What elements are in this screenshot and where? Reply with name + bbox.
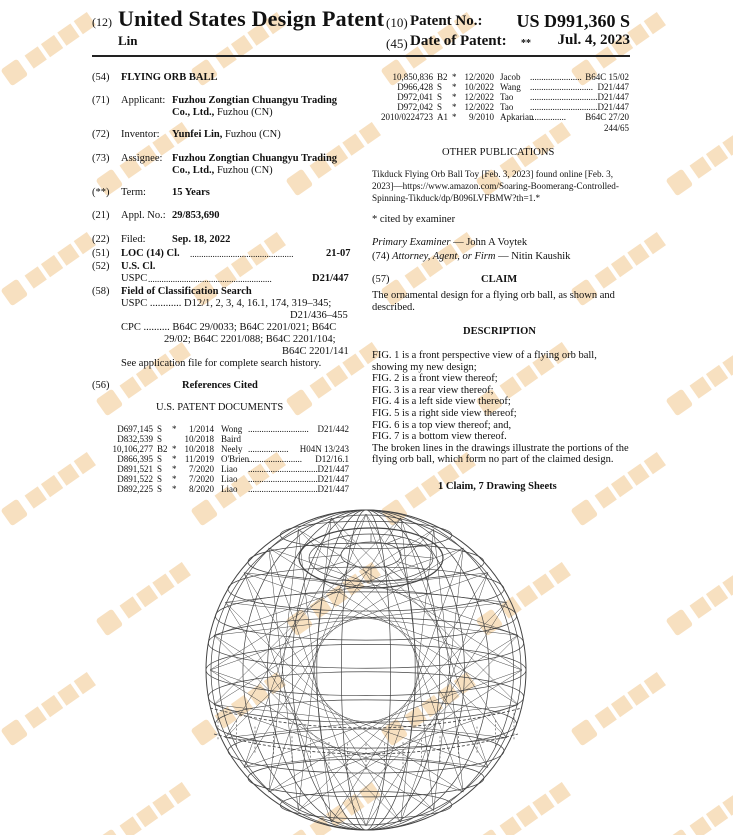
uspc-label: USPC bbox=[121, 273, 148, 284]
us-cl-label: U.S. Cl. bbox=[121, 261, 156, 272]
field-search-note: See application file for complete search history. bbox=[121, 358, 322, 369]
date-of-patent-label: Date of Patent: bbox=[410, 33, 507, 49]
references-cited-heading: References Cited bbox=[182, 380, 258, 391]
reference-name: Tao bbox=[500, 102, 514, 112]
reference-number: 10,850,836 bbox=[392, 72, 433, 82]
loc-dots: .............................................. bbox=[190, 249, 294, 259]
reference-date: 12/2022 bbox=[464, 102, 494, 112]
reference-star: * bbox=[172, 464, 177, 474]
reference-date: 12/2022 bbox=[464, 92, 494, 102]
applicant-name: Fuzhou Zongtian Chuangyu Trading bbox=[172, 95, 338, 106]
inventor-label: Inventor: bbox=[121, 129, 160, 140]
uspc-dots: ....................................................... bbox=[148, 274, 272, 284]
other-pub-line2: 2023]—https://www.amazon.com/Soaring-Boomerang-Controlled- bbox=[372, 181, 619, 191]
reference-dots: .............................. bbox=[530, 102, 598, 112]
reference-star: * bbox=[172, 444, 177, 454]
filed-label: Filed: bbox=[121, 234, 146, 245]
reference-kind: S bbox=[157, 434, 163, 444]
reference-date: 9/2010 bbox=[468, 112, 494, 122]
reference-name: O'Brien bbox=[221, 454, 250, 464]
reference-date: 8/2020 bbox=[188, 484, 214, 494]
reference-name: Liao bbox=[221, 474, 238, 484]
reference-class: D21/447 bbox=[317, 464, 349, 474]
reference-dots: ............................... bbox=[248, 474, 318, 484]
reference-class: D21/442 bbox=[317, 424, 349, 434]
document-type-title: United States Design Patent bbox=[118, 6, 385, 31]
reference-star: * bbox=[452, 92, 457, 102]
code-10: (10) bbox=[386, 15, 408, 30]
reference-dots: ....................... bbox=[530, 72, 582, 82]
reference-star: * bbox=[452, 112, 457, 122]
reference-name: Liao bbox=[221, 464, 238, 474]
reference-continuation: 244/65 bbox=[604, 123, 630, 133]
description-line: FIG. 5 is a right side view thereof; bbox=[372, 408, 517, 419]
field-search-label: Field of Classification Search bbox=[121, 286, 252, 297]
claims-sheets-summary: 1 Claim, 7 Drawing Sheets bbox=[438, 481, 557, 492]
reference-name: Tao bbox=[500, 92, 514, 102]
header-rule bbox=[92, 55, 630, 57]
code-72: (72) bbox=[92, 129, 110, 140]
primary-examiner: Primary Examiner — John A Voytek bbox=[372, 237, 528, 248]
reference-class: B64C 27/20 bbox=[585, 112, 629, 122]
term-stars: ** bbox=[521, 38, 531, 49]
reference-kind: S bbox=[157, 464, 163, 474]
description-heading: DESCRIPTION bbox=[463, 326, 536, 337]
reference-name: Apkarian bbox=[500, 112, 534, 122]
reference-class: H04N 13/243 bbox=[299, 444, 349, 454]
reference-star: * bbox=[452, 102, 457, 112]
claim-line1: The ornamental design for a flying orb ball, as shown and bbox=[372, 290, 615, 301]
field-cpc-line2: 29/02; B64C 2201/088; B64C 2201/104; bbox=[164, 334, 336, 345]
reference-star: * bbox=[452, 72, 457, 82]
applicant-label: Applicant: bbox=[121, 95, 166, 106]
assignee-label: Assignee: bbox=[121, 153, 163, 164]
reference-dots: ................ bbox=[530, 112, 566, 122]
loc-label: LOC (14) Cl. bbox=[121, 248, 180, 259]
assignee-location: Co., Ltd., Fuzhou (CN) bbox=[172, 165, 273, 176]
description-line: The broken lines in the drawings illustrate the portions of the bbox=[372, 442, 629, 454]
reference-name: Baird bbox=[221, 434, 241, 444]
reference-star: * bbox=[172, 484, 177, 494]
applicant-location: Co., Ltd., Fuzhou (CN) bbox=[172, 107, 273, 118]
loc-value: 21-07 bbox=[326, 248, 351, 259]
code-51: (51) bbox=[92, 248, 110, 259]
reference-kind: S bbox=[157, 474, 163, 484]
reference-kind: B2 bbox=[437, 72, 448, 82]
reference-class: D21/447 bbox=[317, 484, 349, 494]
reference-date: 10/2018 bbox=[184, 434, 214, 444]
date-of-patent: Jul. 4, 2023 bbox=[557, 32, 630, 48]
reference-date: 10/2022 bbox=[464, 82, 494, 92]
field-cpc-line1: CPC .......... B64C 29/0033; B64C 2201/021; B64C bbox=[121, 322, 337, 333]
reference-dots: ........................... bbox=[248, 424, 309, 434]
reference-star: * bbox=[172, 424, 177, 434]
reference-number: D697,145 bbox=[117, 424, 153, 434]
reference-dots: .............................. bbox=[530, 92, 598, 102]
reference-number: D832,539 bbox=[117, 434, 153, 444]
inventor-name: Yunfei Lin, Fuzhou (CN) bbox=[172, 129, 281, 140]
code-term: (**) bbox=[92, 187, 110, 198]
reference-date: 10/2018 bbox=[184, 444, 214, 454]
reference-class: D21/447 bbox=[317, 474, 349, 484]
reference-kind: S bbox=[437, 102, 443, 112]
reference-name: Wang bbox=[500, 82, 521, 92]
reference-number: D966,428 bbox=[397, 82, 433, 92]
reference-star: * bbox=[172, 474, 177, 484]
term-label: Term: bbox=[121, 187, 146, 198]
other-publications-heading: OTHER PUBLICATIONS bbox=[442, 147, 555, 158]
reference-number: D891,521 bbox=[117, 464, 153, 474]
us-patent-documents-heading: U.S. PATENT DOCUMENTS bbox=[156, 402, 284, 413]
reference-kind: S bbox=[157, 484, 163, 494]
description-line: FIG. 6 is a top view thereof; and, bbox=[372, 419, 512, 431]
code-45: (45) bbox=[386, 36, 408, 51]
reference-star: * bbox=[452, 82, 457, 92]
patent-number: US D991,360 S bbox=[516, 11, 630, 31]
field-cpc-line3: B64C 2201/141 bbox=[282, 346, 349, 357]
reference-name: Neely bbox=[221, 444, 243, 454]
field-uspc-line1: USPC ............ D12/1, 2, 3, 4, 16.1, 174, 319–345; bbox=[121, 298, 332, 309]
reference-number: D866,395 bbox=[117, 454, 153, 464]
reference-dots: ............................... bbox=[248, 484, 318, 494]
description-line: FIG. 2 is a front view thereof; bbox=[372, 373, 498, 385]
reference-number: 10,106,277 bbox=[112, 444, 153, 454]
code-58: (58) bbox=[92, 286, 110, 297]
description-line: flying orb ball, which form no part of the claimed design. bbox=[372, 454, 614, 466]
reference-dots: ............................... bbox=[248, 464, 318, 474]
reference-name: Liao bbox=[221, 484, 238, 494]
reference-class: D21/447 bbox=[597, 92, 629, 102]
patent-no-label: Patent No.: bbox=[410, 13, 483, 29]
code-52: (52) bbox=[92, 261, 110, 272]
code-56: (56) bbox=[92, 380, 110, 391]
claim-line2: described. bbox=[372, 302, 415, 313]
reference-kind: S bbox=[157, 424, 163, 434]
reference-class: D12/16.1 bbox=[315, 454, 349, 464]
design-title: FLYING ORB BALL bbox=[121, 72, 218, 83]
other-pub-line3: Spinning-Tikduck/dp/B096LVFBMW?th=1.* bbox=[372, 193, 541, 203]
uspc-value: D21/447 bbox=[312, 273, 349, 284]
reference-number: 2010/0224723 bbox=[380, 112, 433, 122]
reference-date: 11/2019 bbox=[184, 454, 214, 464]
reference-star: * bbox=[172, 454, 177, 464]
reference-kind: B2 bbox=[157, 444, 168, 454]
reference-kind: A1 bbox=[437, 112, 448, 122]
code-71: (71) bbox=[92, 95, 110, 106]
term-value: 15 Years bbox=[172, 187, 210, 198]
reference-number: D972,042 bbox=[397, 102, 433, 112]
other-pub-line1: Tikduck Flying Orb Ball Toy [Feb. 3, 2023] found online [Feb. 3, bbox=[372, 169, 614, 179]
attorney: (74) Attorney, Agent, or Firm — Nitin Kaushik bbox=[372, 251, 571, 262]
inventor-short-name: Lin bbox=[118, 33, 138, 48]
code-57: (57) bbox=[372, 274, 390, 285]
reference-date: 7/2020 bbox=[188, 464, 214, 474]
flying-orb-ball-drawing bbox=[201, 495, 531, 835]
reference-name: Jacob bbox=[500, 72, 521, 82]
appl-no-value: 29/853,690 bbox=[172, 210, 220, 221]
assignee-name: Fuzhou Zongtian Chuangyu Trading bbox=[172, 153, 338, 164]
reference-class: D21/447 bbox=[597, 82, 629, 92]
description-line: showing my new design; bbox=[372, 361, 477, 373]
reference-dots: ........................ bbox=[248, 454, 302, 464]
reference-date: 7/2020 bbox=[188, 474, 214, 484]
reference-kind: S bbox=[437, 82, 443, 92]
reference-kind: S bbox=[157, 454, 163, 464]
field-uspc-line2: D21/436–455 bbox=[290, 310, 348, 321]
reference-date: 1/2014 bbox=[188, 424, 214, 434]
description-line: FIG. 1 is a front perspective view of a flying orb ball, bbox=[372, 350, 597, 361]
reference-number: D892,225 bbox=[117, 484, 153, 494]
code-12: (12) bbox=[92, 15, 112, 29]
code-54: (54) bbox=[92, 72, 110, 83]
reference-dots: .................. bbox=[248, 444, 289, 454]
cited-by-examiner-note: * cited by examiner bbox=[372, 214, 456, 225]
reference-kind: S bbox=[437, 92, 443, 102]
appl-no-label: Appl. No.: bbox=[121, 210, 166, 221]
code-73: (73) bbox=[92, 153, 110, 164]
reference-dots: ............................ bbox=[530, 82, 593, 92]
reference-number: D972,041 bbox=[397, 92, 433, 102]
description-line: FIG. 4 is a left side view thereof; bbox=[372, 396, 511, 408]
description-line: FIG. 7 is a bottom view thereof. bbox=[372, 431, 507, 443]
reference-name: Wong bbox=[221, 424, 243, 434]
reference-number: D891,522 bbox=[117, 474, 153, 484]
filed-date: Sep. 18, 2022 bbox=[172, 234, 231, 245]
claim-heading: CLAIM bbox=[481, 274, 518, 285]
reference-class: D21/447 bbox=[597, 102, 629, 112]
description-line: FIG. 3 is a rear view thereof; bbox=[372, 384, 494, 396]
code-21: (21) bbox=[92, 210, 110, 221]
code-22: (22) bbox=[92, 234, 110, 245]
reference-class: B64C 15/02 bbox=[585, 72, 629, 82]
reference-date: 12/2020 bbox=[464, 72, 494, 82]
